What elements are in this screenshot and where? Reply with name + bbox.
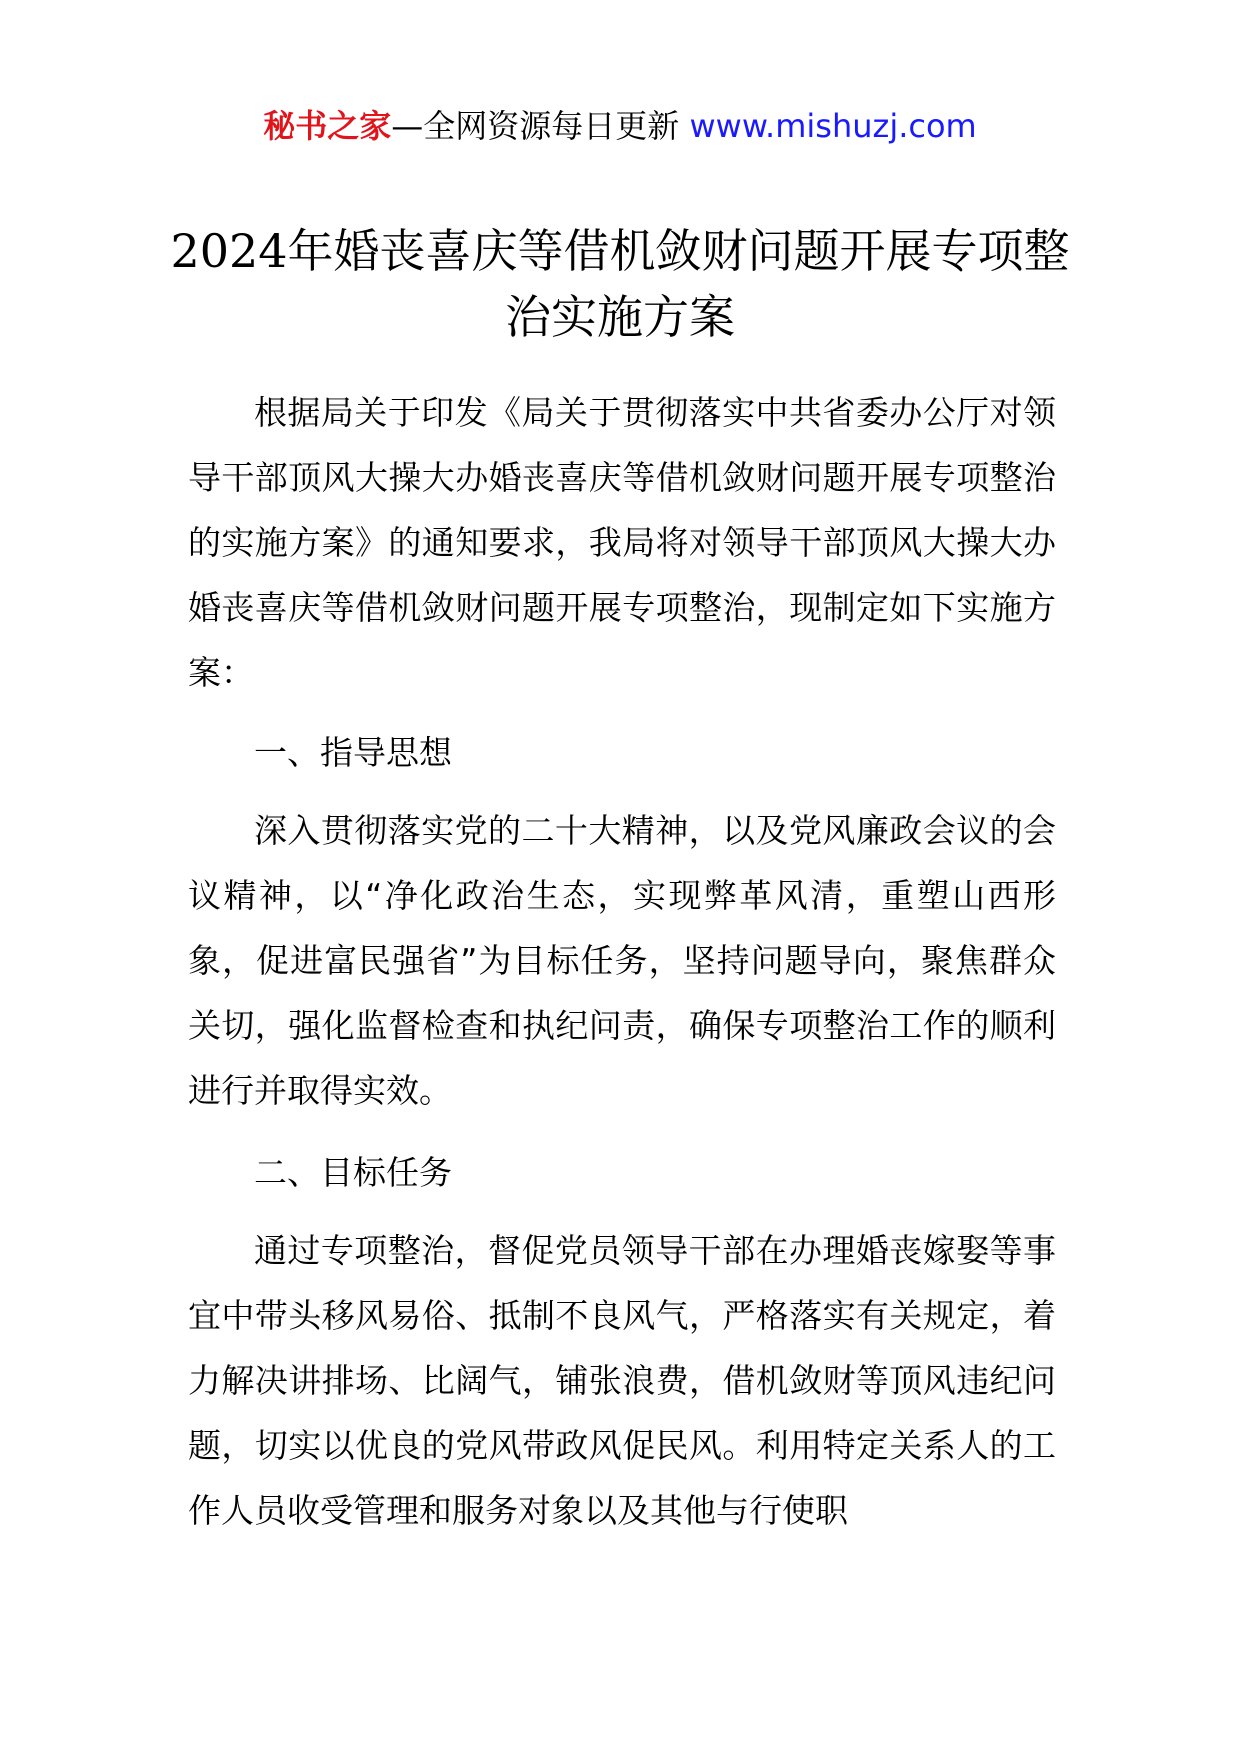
title-text: 年婚丧喜庆等借机敛财问题开展专项整治实施方案: [287, 224, 1070, 344]
site-url-link[interactable]: www.mishuzj.com: [689, 107, 977, 145]
header-slogan: —全网资源每日更新: [391, 107, 680, 145]
paragraph-objectives: 通过专项整治，督促党员领导干部在办理婚丧嫁娶等事宜中带头移风易俗、抵制不良风气，严格落实有关规定，着力解决讲排场、比阔气，铺张浪费，借机敛财等顶风违纪问题，切实以优良的党风带政风促民风。利用特定关系人的工作人员收受管理和服务对象以及其他与行使职: [188, 1231, 1056, 1530]
section-heading-guiding-ideology: 一、指导思想: [254, 733, 452, 772]
paragraph-guiding-ideology: 深入贯彻落实党的二十大精神，以及党风廉政会议的会议精神，以“净化政治生态，实现弊革风清，重塑山西形象，促进富民强省”为目标任务，坚持问题导向，聚焦群众关切，强化监督检查和执纪问责，确保专项整治工作的顺利进行并取得实效。: [188, 811, 1056, 1110]
paragraph-intro: 根据局关于印发《局关于贯彻落实中共省委办公厅对领导干部顶风大操大办婚丧喜庆等借机敛财问题开展专项整治的实施方案》的通知要求，我局将对领导干部顶风大操大办婚丧喜庆等借机敛财问题开展专项整治，现制定如下实施方案：: [188, 393, 1056, 692]
title-year: 2024: [170, 224, 288, 278]
brand-name: 秘书之家: [263, 107, 392, 145]
site-header: [0, 96, 1240, 156]
document-title: [150, 218, 1090, 350]
section-heading-objectives: 二、目标任务: [254, 1153, 452, 1192]
